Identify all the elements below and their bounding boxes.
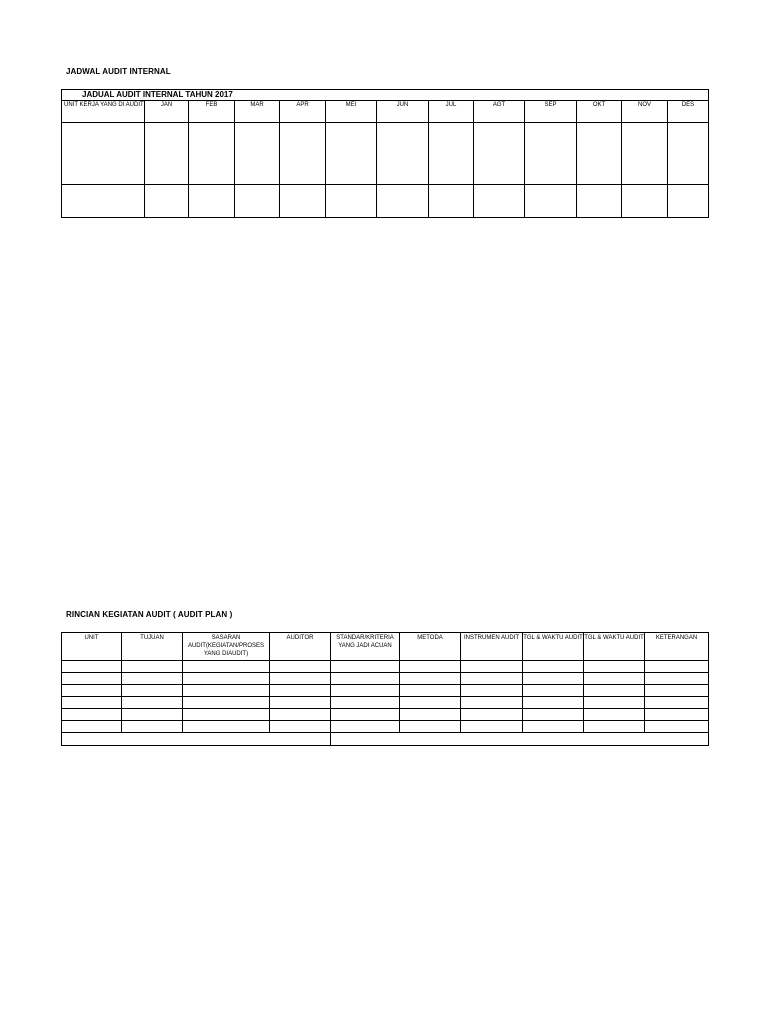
table-cell (429, 185, 474, 218)
table-row (62, 685, 709, 697)
table-cell (145, 123, 189, 185)
footer-cell-left (62, 733, 331, 746)
month-header: DES (668, 101, 709, 123)
table-row (62, 185, 709, 218)
footer-cell-right (331, 733, 709, 746)
table-cell (474, 185, 525, 218)
column-header: STANDAR/KRITERIA YANG JADI ACUAN (331, 633, 400, 661)
table-cell (668, 123, 709, 185)
table-cell (62, 123, 145, 185)
table-row (62, 721, 709, 733)
column-header: TGL & WAKTU AUDIT (523, 633, 584, 661)
column-header: METODA (400, 633, 461, 661)
table-row (62, 123, 709, 185)
table-row (62, 673, 709, 685)
table-cell (235, 123, 280, 185)
schedule-heading: JADWAL AUDIT INTERNAL (66, 67, 171, 76)
table-cell (377, 123, 429, 185)
column-header: KETERANGAN (645, 633, 709, 661)
column-header: UNIT (62, 633, 122, 661)
month-header: SEP (525, 101, 577, 123)
table-cell (326, 123, 377, 185)
month-header: MAR (235, 101, 280, 123)
table-row (62, 709, 709, 721)
table-cell (429, 123, 474, 185)
table-cell (377, 185, 429, 218)
table-cell (189, 185, 235, 218)
table-cell (525, 185, 577, 218)
month-header: APR (280, 101, 326, 123)
month-header: AGT (474, 101, 525, 123)
column-header: AUDITOR (270, 633, 331, 661)
month-header: JUN (377, 101, 429, 123)
table-cell (62, 185, 145, 218)
table-cell (668, 185, 709, 218)
table-cell (280, 123, 326, 185)
table-cell (474, 123, 525, 185)
table-cell (525, 123, 577, 185)
audit-schedule-table (61, 89, 709, 218)
table-row (62, 661, 709, 673)
audit-plan-table (61, 632, 709, 746)
table-cell (622, 185, 668, 218)
unit-column-header: UNIT KERJA YANG DI AUDIT (62, 101, 145, 123)
table-cell (577, 123, 622, 185)
column-header: INSTRUMEN AUDIT (461, 633, 523, 661)
table-cell (189, 123, 235, 185)
month-header: JAN (145, 101, 189, 123)
table-cell (280, 185, 326, 218)
table-row (62, 697, 709, 709)
table-cell (326, 185, 377, 218)
table-cell (577, 185, 622, 218)
table-cell (145, 185, 189, 218)
table-cell (622, 123, 668, 185)
month-header: FEB (189, 101, 235, 123)
schedule-table-title: JADUAL AUDIT INTERNAL TAHUN 2017 (62, 90, 709, 101)
column-header: TGL & WAKTU AUDIT (584, 633, 645, 661)
plan-heading: RINCIAN KEGIATAN AUDIT ( AUDIT PLAN ) (66, 610, 233, 619)
column-header: SASARAN AUDIT(KEGIATAN/PROSES YANG DIAUDIT) (183, 633, 270, 661)
month-header: OKT (577, 101, 622, 123)
column-header: TUJUAN (122, 633, 183, 661)
month-header: NOV (622, 101, 668, 123)
month-header: JUL (429, 101, 474, 123)
table-cell (235, 185, 280, 218)
month-header: MEI (326, 101, 377, 123)
table-footer-row (62, 733, 709, 746)
